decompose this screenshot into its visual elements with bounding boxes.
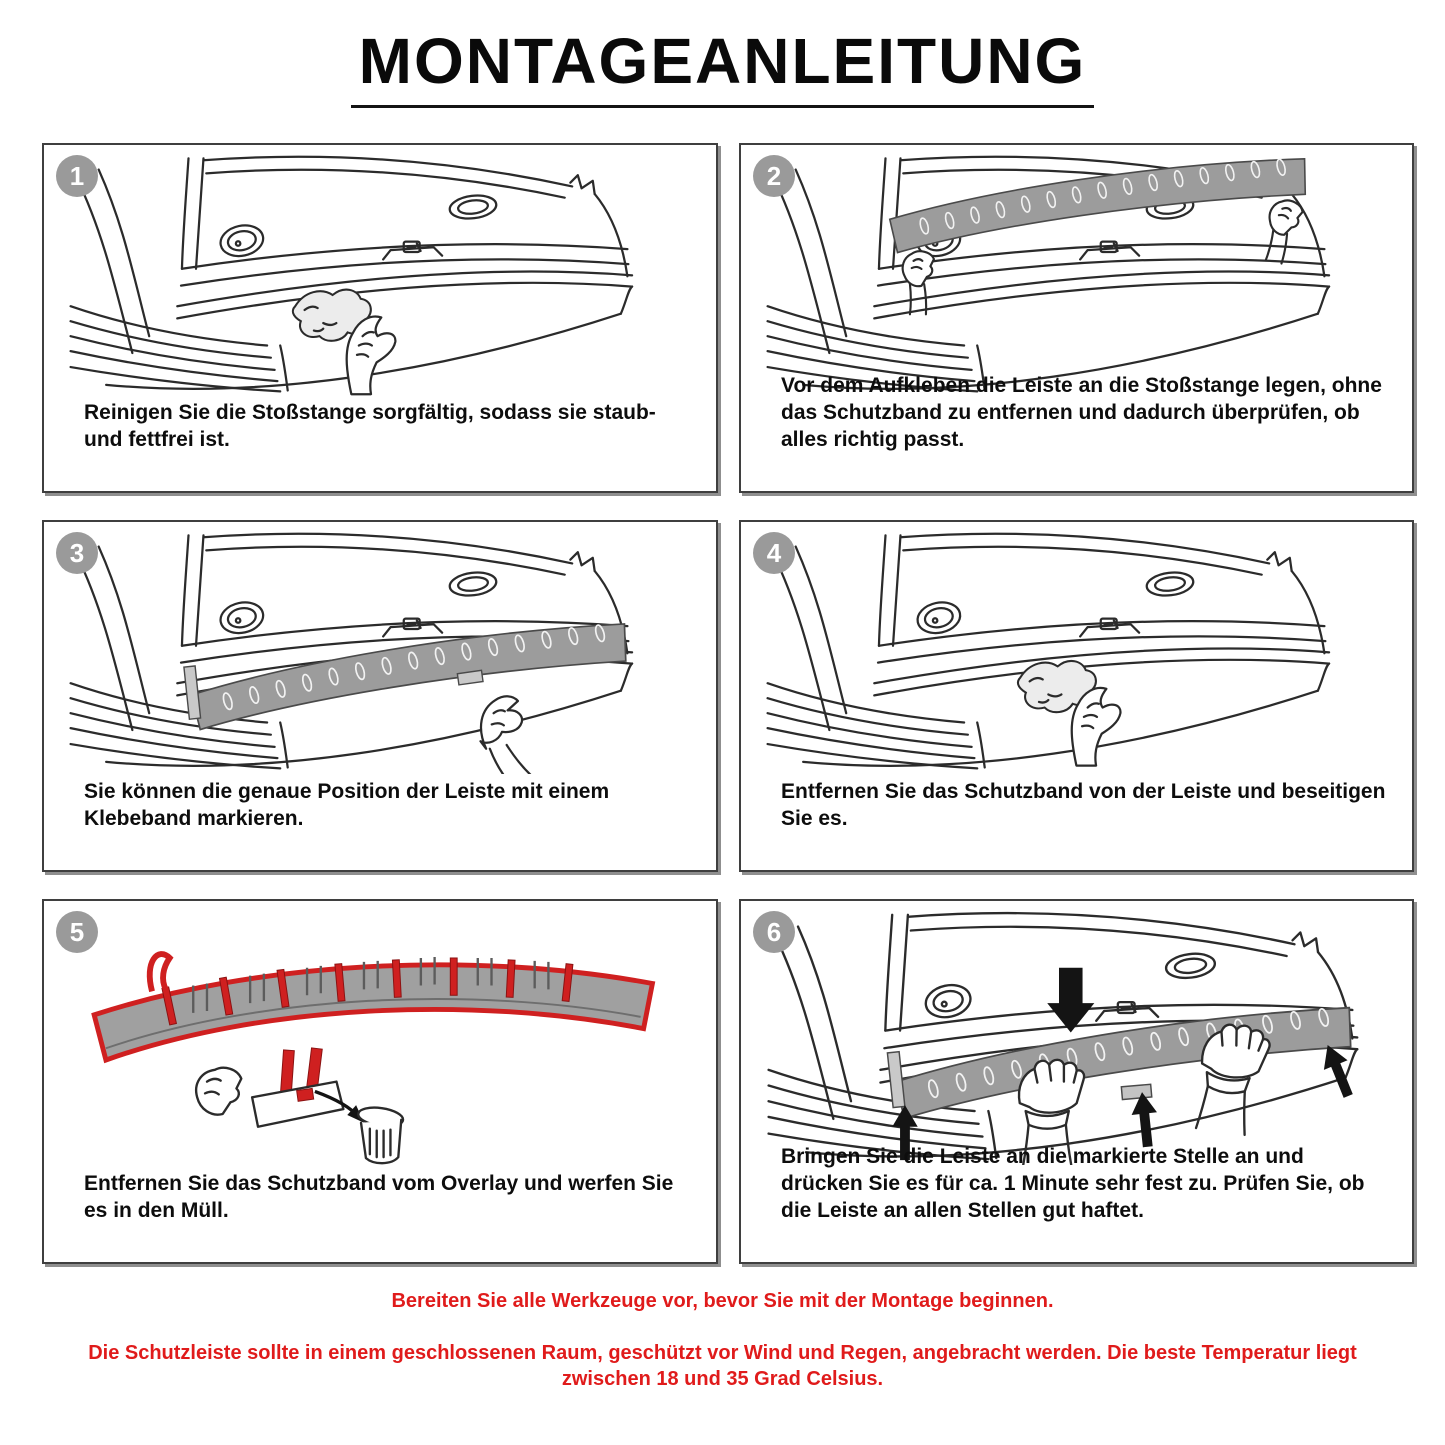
footer-warnings xyxy=(0,1288,1445,1392)
hand-icon xyxy=(1259,197,1305,266)
step-panel-5 xyxy=(42,899,718,1264)
step-caption: Entfernen Sie das Schutzband vom Overlay und werfen Sie es in den Müll. xyxy=(84,1172,674,1223)
step2-illustration strip-test-fit-illustration xyxy=(747,149,1365,397)
step-number-badge: 2 xyxy=(753,155,795,197)
step1-illustration car-rear-cleaning-illustration xyxy=(50,149,668,397)
step-caption: Bringen Sie die Leiste an die markierte Stelle an und drücken Sie es für ca. 1 Minute sehr fest zu. Prüfen Sie, ob die Leiste an allen Stellen gut haftet. xyxy=(781,1145,1365,1223)
overlay-piece xyxy=(252,1082,343,1127)
tape-marker xyxy=(457,670,483,685)
trash-can-icon xyxy=(357,1105,404,1163)
peeled-tape-curl xyxy=(150,954,170,991)
step6-illustration press-strip-illustration xyxy=(747,905,1395,1165)
hand-icon xyxy=(196,1068,241,1115)
pointing-hand-icon xyxy=(480,696,534,774)
step-number-badge: 5 xyxy=(56,911,98,953)
step-number-badge: 4 xyxy=(753,532,795,574)
footer-warning-line1: Bereiten Sie alle Werkzeuge vor, bevor Sie mit der Montage beginnen. xyxy=(391,1290,1054,1312)
step-panel-4 xyxy=(739,520,1414,872)
hand-icon xyxy=(903,251,934,314)
tape-marker xyxy=(1121,1084,1151,1099)
peel-into-trash-vignette xyxy=(196,1048,404,1163)
hand-with-cloth-icon xyxy=(1018,661,1121,766)
arrow-up-icon xyxy=(1129,1091,1160,1148)
step-number-badge: 3 xyxy=(56,532,98,574)
step-panel-3 xyxy=(42,520,718,872)
steps-grid xyxy=(42,143,1414,1264)
step-number-badge: 6 xyxy=(753,911,795,953)
page-title: MONTAGEANLEITUNG xyxy=(351,28,1095,108)
step-panel-2 xyxy=(739,143,1414,493)
footer-warning-line2: Die Schutzleiste sollte in einem geschlossenen Raum, geschützt vor Wind und Regen, angebracht werden. Die beste Temperatur liegt zwischen 18 und 35 Grad Celsius. xyxy=(88,1342,1357,1390)
step-caption: Entfernen Sie das Schutzband von der Leiste und beseitigen Sie es. xyxy=(781,780,1386,831)
car-rear-line-art xyxy=(768,534,1330,769)
step5-illustration peel-adhesive-illustration xyxy=(50,905,698,1165)
step-number-badge: 1 xyxy=(56,155,98,197)
step-caption: Sie können die genaue Position der Leiste mit einem Klebeband markieren. xyxy=(84,780,610,831)
step4-illustration remove-band-illustration xyxy=(747,526,1365,774)
step-caption: Reinigen Sie die Stoßstange sorgfältig, sodass sie staub- und fettfrei ist. xyxy=(84,401,656,452)
step-panel-1 xyxy=(42,143,718,493)
step3-illustration mark-position-illustration xyxy=(50,526,668,774)
step-caption: Vor dem Aufkleben die Leiste an die Stoßstange legen, ohne das Schutzband zu entfernen und dadurch überprüfen, ob alles richtig passt. xyxy=(781,374,1382,452)
arrow-down-icon xyxy=(1047,968,1094,1033)
step-panel-6 xyxy=(739,899,1414,1264)
